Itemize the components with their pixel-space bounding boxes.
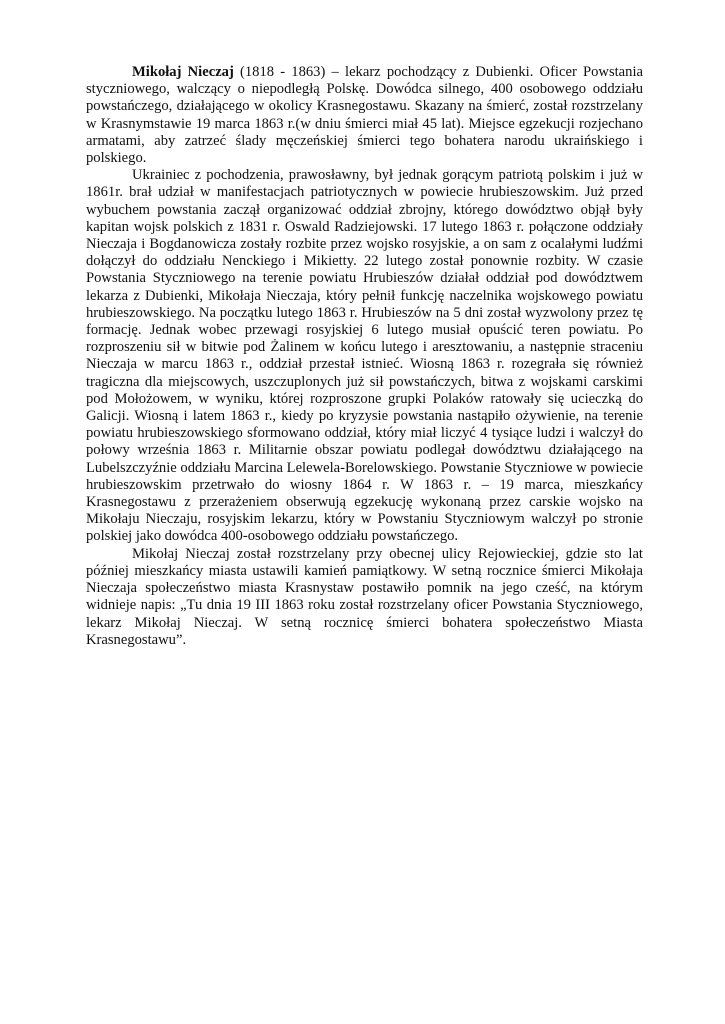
document-page <box>86 64 643 649</box>
person-name: Mikołaj Nieczaj <box>132 64 234 80</box>
paragraph-memorial: Mikołaj Nieczaj został rozstrzelany przy obecnej ulicy Rejowieckiej, gdzie sto lat później mieszkańcy miasta ustawili kamień pamiątkowy. W setną rocznice śmierci Mikołaja Nieczaja społeczeństwo miasta Krasnystaw postawiło pomnik na jego cześć, na którym widnieje napis: „Tu dnia 19 III 1863 roku został rozstrzelany oficer Powstania Styczniowego, lekarz Mikołaj Nieczaj. W setną rocznicę śmierci bohatera społeczeństwo Miasta Krasnegostawu”. <box>86 545 643 648</box>
paragraph-intro-text: (1818 - 1863) – lekarz pochodzący z Dubienki. Oficer Powstania styczniowego, walczący o niepodległą Polskę. Dowódca silnego, 400 osobowego oddziału powstańczego, działającego w okolicy Krasnegostawu. Skazany na śmierć, został rozstrzelany w Krasnymstawie 19 marca 1863 r.(w dniu śmierci miał 45 lat). Miejsce egzekucji rozjechano armatami, aby zatrzeć ślady męczeńskiej śmierci tego bohatera narodu ukraińskiego i polskiego. <box>86 64 643 167</box>
paragraph-intro <box>86 64 643 167</box>
paragraph-history: Ukrainiec z pochodzenia, prawosławny, był jednak gorącym patriotą polskim i już w 1861r. brał udział w manifestacjach patriotycznych w powiecie hrubieszowskim. Już przed wybuchem powstania zaczął organizować oddział zbrojny, którego dowództwo objął były kapitan wojsk polskich z 1831 r. Oswald Radziejowski. 17 lutego 1863 r. połączone oddziały Nieczaja i Bogdanowicza zostały rozbite przez wojsko rosyjskie, a on sam z ocalałymi ludźmi dołączył do oddziału Nenckiego i Mikietty. 22 lutego został ponownie rozbity. W czasie Powstania Styczniowego na terenie powiatu Hrubieszów działał oddział pod dowództwem lekarza z Dubienki, Mikołaja Nieczaja, który pełnił funkcję naczelnika wojskowego powiatu hrubieszowskiego. Na początku lutego 1863 r. Hrubieszów na 5 dni został wyzwolony przez tę formację. Jednak wobec przewagi rosyjskiej 6 lutego musiał opuścić teren powiatu. Po rozproszeniu sił w bitwie pod Żalinem w końcu lutego i aresztowaniu, a następnie straceniu Nieczaja w marcu 1863 r., oddział przestał istnieć. Wiosną 1863 r. rozegrała się również tragiczna dla miejscowych, uszczuplonych już sił powstańczych, bitwa z wojskami carskimi pod Mołożowem, w wyniku, której rozproszone grupki Polaków ratowały się ucieczką do Galicji. Wiosną i latem 1863 r., kiedy po kryzysie powstania nastąpiło ożywienie, na terenie powiatu hrubieszowskiego sformowano oddział, który miał liczyć 4 tysiące ludzi i walczył do połowy września 1863 r. Militarnie obszar powiatu podlegał dowództwu działającego na Lubelszczyźnie oddziału Marcina Lelewela-Borelowskiego. Powstanie Styczniowe w powiecie hrubieszowskim przetrwało do wiosny 1864 r. W 1863 r. – 19 marca, mieszkańcy Krasnegostawu z przerażeniem obserwują egzekucję wykonaną przez carskie wojsko na Mikołaju Nieczaju, rosyjskim lekarzu, który w Powstaniu Styczniowym walczył po stronie polskiej jako dowódca 400-osobowego oddziału powstańczego. <box>86 167 643 545</box>
